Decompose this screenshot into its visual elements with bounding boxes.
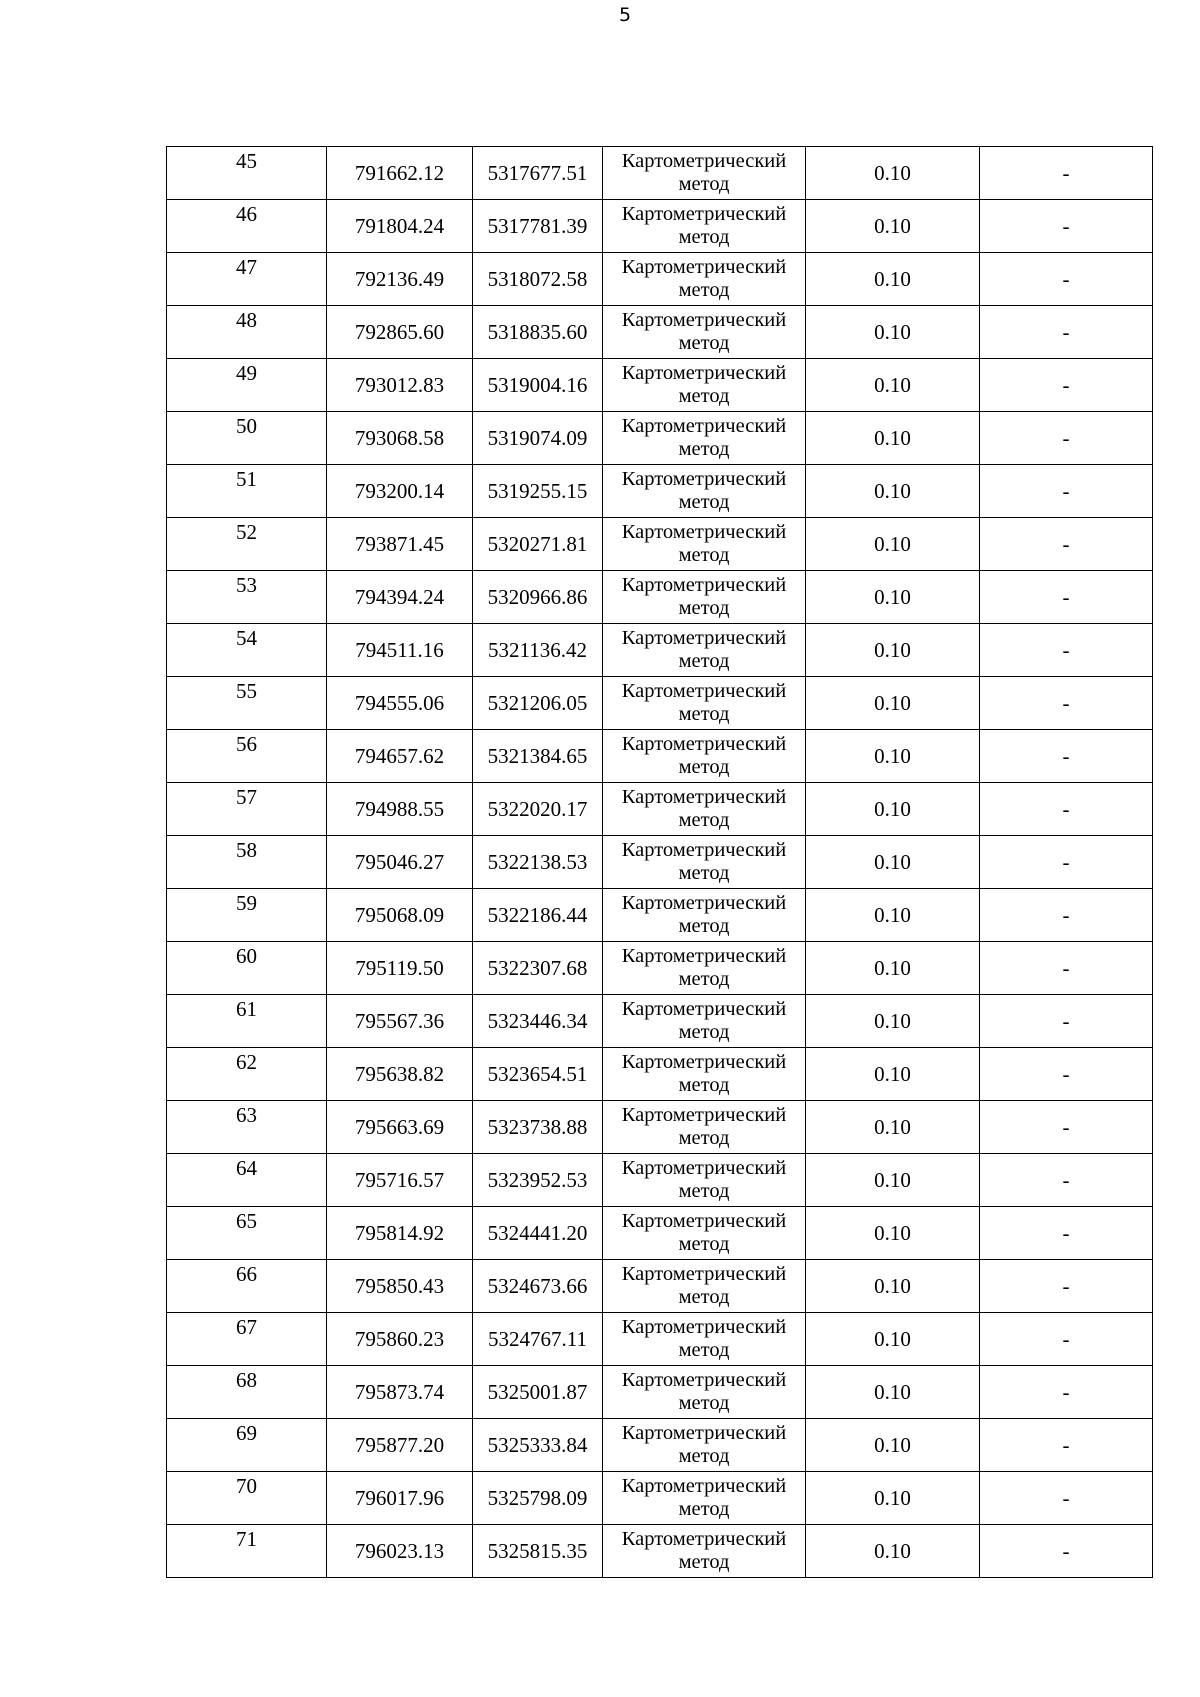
accuracy-cell: 0.10 (806, 359, 980, 412)
x-coordinate-cell: 791662.12 (327, 147, 473, 200)
table-row (167, 306, 1153, 359)
y-coordinate-cell: 5323446.34 (473, 995, 603, 1048)
method-line-2: метод (678, 756, 730, 778)
method-line-2: метод (678, 226, 730, 248)
table-row (167, 359, 1153, 412)
x-coordinate-cell: 793068.58 (327, 412, 473, 465)
point-number-cell: 50 (167, 412, 327, 465)
accuracy-cell: 0.10 (806, 1260, 980, 1313)
method-cell (603, 942, 806, 995)
note-cell: - (980, 1048, 1153, 1101)
note-cell: - (980, 306, 1153, 359)
note-cell: - (980, 730, 1153, 783)
y-coordinate-cell: 5323738.88 (473, 1101, 603, 1154)
method-cell (603, 200, 806, 253)
x-coordinate-cell: 793012.83 (327, 359, 473, 412)
y-coordinate-cell: 5322307.68 (473, 942, 603, 995)
method-line-2: метод (678, 650, 730, 672)
method-cell (603, 677, 806, 730)
table-row (167, 412, 1153, 465)
method-cell (603, 412, 806, 465)
method-line-1: Картометрический (621, 1528, 787, 1550)
table-row (167, 147, 1153, 200)
x-coordinate-cell: 794511.16 (327, 624, 473, 677)
accuracy-cell: 0.10 (806, 412, 980, 465)
method-line-2: метод (678, 597, 730, 619)
note-cell: - (980, 1366, 1153, 1419)
x-coordinate-cell: 795638.82 (327, 1048, 473, 1101)
method-line-1: Картометрический (621, 468, 787, 490)
method-line-2: метод (678, 1392, 730, 1414)
table-row (167, 1101, 1153, 1154)
y-coordinate-cell: 5321136.42 (473, 624, 603, 677)
method-line-2: метод (678, 968, 730, 990)
table-row (167, 465, 1153, 518)
note-cell: - (980, 889, 1153, 942)
method-line-1: Картометрический (621, 998, 787, 1020)
method-line-1: Картометрический (621, 680, 787, 702)
point-number-cell: 54 (167, 624, 327, 677)
method-line-1: Картометрический (621, 203, 787, 225)
note-cell: - (980, 1207, 1153, 1260)
method-line-2: метод (678, 915, 730, 937)
method-cell (603, 571, 806, 624)
accuracy-cell: 0.10 (806, 1048, 980, 1101)
method-cell (603, 783, 806, 836)
table-row (167, 995, 1153, 1048)
method-line-2: метод (678, 385, 730, 407)
accuracy-cell: 0.10 (806, 942, 980, 995)
table-row (167, 1207, 1153, 1260)
accuracy-cell: 0.10 (806, 253, 980, 306)
x-coordinate-cell: 794657.62 (327, 730, 473, 783)
x-coordinate-cell: 795046.27 (327, 836, 473, 889)
point-number-cell: 55 (167, 677, 327, 730)
method-line-2: метод (678, 1445, 730, 1467)
x-coordinate-cell: 795860.23 (327, 1313, 473, 1366)
method-line-1: Картометрический (621, 733, 787, 755)
point-number-cell: 51 (167, 465, 327, 518)
point-number-cell: 45 (167, 147, 327, 200)
y-coordinate-cell: 5325815.35 (473, 1525, 603, 1578)
accuracy-cell: 0.10 (806, 147, 980, 200)
accuracy-cell: 0.10 (806, 1525, 980, 1578)
table-row (167, 889, 1153, 942)
point-number-cell: 47 (167, 253, 327, 306)
note-cell: - (980, 253, 1153, 306)
point-number-cell: 61 (167, 995, 327, 1048)
method-cell (603, 1260, 806, 1313)
note-cell: - (980, 677, 1153, 730)
y-coordinate-cell: 5317677.51 (473, 147, 603, 200)
note-cell: - (980, 571, 1153, 624)
method-line-1: Картометрический (621, 1316, 787, 1338)
accuracy-cell: 0.10 (806, 306, 980, 359)
x-coordinate-cell: 794555.06 (327, 677, 473, 730)
method-cell (603, 1472, 806, 1525)
x-coordinate-cell: 794988.55 (327, 783, 473, 836)
method-line-2: метод (678, 279, 730, 301)
accuracy-cell: 0.10 (806, 836, 980, 889)
method-line-1: Картометрический (621, 362, 787, 384)
table-row (167, 1472, 1153, 1525)
method-line-1: Картометрический (621, 1104, 787, 1126)
accuracy-cell: 0.10 (806, 1154, 980, 1207)
x-coordinate-cell: 795716.57 (327, 1154, 473, 1207)
x-coordinate-cell: 794394.24 (327, 571, 473, 624)
coordinates-table-body (167, 147, 1153, 1578)
method-cell (603, 624, 806, 677)
x-coordinate-cell: 795068.09 (327, 889, 473, 942)
page-number: 5 (618, 4, 632, 26)
note-cell: - (980, 147, 1153, 200)
method-cell (603, 518, 806, 571)
table-row (167, 1525, 1153, 1578)
method-line-1: Картометрический (621, 627, 787, 649)
accuracy-cell: 0.10 (806, 1472, 980, 1525)
y-coordinate-cell: 5318072.58 (473, 253, 603, 306)
y-coordinate-cell: 5319255.15 (473, 465, 603, 518)
y-coordinate-cell: 5319004.16 (473, 359, 603, 412)
method-line-2: метод (678, 1233, 730, 1255)
table-row (167, 1419, 1153, 1472)
point-number-cell: 53 (167, 571, 327, 624)
point-number-cell: 63 (167, 1101, 327, 1154)
point-number-cell: 49 (167, 359, 327, 412)
note-cell: - (980, 836, 1153, 889)
y-coordinate-cell: 5322138.53 (473, 836, 603, 889)
x-coordinate-cell: 795877.20 (327, 1419, 473, 1472)
x-coordinate-cell: 795814.92 (327, 1207, 473, 1260)
method-line-2: метод (678, 491, 730, 513)
table-row (167, 1260, 1153, 1313)
y-coordinate-cell: 5325001.87 (473, 1366, 603, 1419)
method-cell (603, 1048, 806, 1101)
coordinates-table (166, 146, 1153, 1578)
point-number-cell: 46 (167, 200, 327, 253)
point-number-cell: 69 (167, 1419, 327, 1472)
x-coordinate-cell: 792865.60 (327, 306, 473, 359)
accuracy-cell: 0.10 (806, 624, 980, 677)
method-cell (603, 995, 806, 1048)
x-coordinate-cell: 795873.74 (327, 1366, 473, 1419)
method-cell (603, 1101, 806, 1154)
y-coordinate-cell: 5319074.09 (473, 412, 603, 465)
accuracy-cell: 0.10 (806, 571, 980, 624)
x-coordinate-cell: 793871.45 (327, 518, 473, 571)
y-coordinate-cell: 5325798.09 (473, 1472, 603, 1525)
point-number-cell: 71 (167, 1525, 327, 1578)
method-line-2: метод (678, 809, 730, 831)
point-number-cell: 62 (167, 1048, 327, 1101)
point-number-cell: 67 (167, 1313, 327, 1366)
table-row (167, 571, 1153, 624)
note-cell: - (980, 1154, 1153, 1207)
method-cell (603, 1366, 806, 1419)
method-line-2: метод (678, 1551, 730, 1573)
y-coordinate-cell: 5324767.11 (473, 1313, 603, 1366)
accuracy-cell: 0.10 (806, 889, 980, 942)
note-cell: - (980, 942, 1153, 995)
point-number-cell: 56 (167, 730, 327, 783)
point-number-cell: 64 (167, 1154, 327, 1207)
method-cell (603, 253, 806, 306)
accuracy-cell: 0.10 (806, 783, 980, 836)
method-line-1: Картометрический (621, 574, 787, 596)
method-line-1: Картометрический (621, 1422, 787, 1444)
method-line-1: Картометрический (621, 1051, 787, 1073)
note-cell: - (980, 783, 1153, 836)
accuracy-cell: 0.10 (806, 200, 980, 253)
method-line-1: Картометрический (621, 1157, 787, 1179)
method-line-1: Картометрический (621, 309, 787, 331)
method-line-1: Картометрический (621, 1475, 787, 1497)
point-number-cell: 65 (167, 1207, 327, 1260)
x-coordinate-cell: 795850.43 (327, 1260, 473, 1313)
note-cell: - (980, 200, 1153, 253)
note-cell: - (980, 1472, 1153, 1525)
note-cell: - (980, 518, 1153, 571)
y-coordinate-cell: 5324673.66 (473, 1260, 603, 1313)
method-line-2: метод (678, 1180, 730, 1202)
x-coordinate-cell: 796017.96 (327, 1472, 473, 1525)
method-line-2: метод (678, 1286, 730, 1308)
point-number-cell: 58 (167, 836, 327, 889)
method-cell (603, 1419, 806, 1472)
accuracy-cell: 0.10 (806, 1313, 980, 1366)
method-line-1: Картометрический (621, 1263, 787, 1285)
point-number-cell: 66 (167, 1260, 327, 1313)
y-coordinate-cell: 5323654.51 (473, 1048, 603, 1101)
method-line-2: метод (678, 1127, 730, 1149)
y-coordinate-cell: 5320966.86 (473, 571, 603, 624)
y-coordinate-cell: 5320271.81 (473, 518, 603, 571)
method-cell (603, 1154, 806, 1207)
y-coordinate-cell: 5321384.65 (473, 730, 603, 783)
accuracy-cell: 0.10 (806, 465, 980, 518)
note-cell: - (980, 412, 1153, 465)
y-coordinate-cell: 5322020.17 (473, 783, 603, 836)
point-number-cell: 68 (167, 1366, 327, 1419)
x-coordinate-cell: 791804.24 (327, 200, 473, 253)
note-cell: - (980, 1525, 1153, 1578)
method-cell (603, 1313, 806, 1366)
note-cell: - (980, 995, 1153, 1048)
method-line-1: Картометрический (621, 786, 787, 808)
table-row (167, 942, 1153, 995)
method-line-1: Картометрический (621, 150, 787, 172)
method-cell (603, 147, 806, 200)
table-row (167, 624, 1153, 677)
method-line-1: Картометрический (621, 256, 787, 278)
note-cell: - (980, 359, 1153, 412)
table-row (167, 1048, 1153, 1101)
method-line-2: метод (678, 862, 730, 884)
x-coordinate-cell: 796023.13 (327, 1525, 473, 1578)
point-number-cell: 70 (167, 1472, 327, 1525)
method-cell (603, 889, 806, 942)
y-coordinate-cell: 5325333.84 (473, 1419, 603, 1472)
method-line-1: Картометрический (621, 1369, 787, 1391)
accuracy-cell: 0.10 (806, 1101, 980, 1154)
accuracy-cell: 0.10 (806, 730, 980, 783)
note-cell: - (980, 1260, 1153, 1313)
table-row (167, 677, 1153, 730)
method-line-1: Картометрический (621, 839, 787, 861)
table-row (167, 1154, 1153, 1207)
accuracy-cell: 0.10 (806, 1366, 980, 1419)
method-line-2: метод (678, 173, 730, 195)
method-line-1: Картометрический (621, 945, 787, 967)
method-cell (603, 730, 806, 783)
x-coordinate-cell: 795663.69 (327, 1101, 473, 1154)
method-cell (603, 465, 806, 518)
method-line-2: метод (678, 1021, 730, 1043)
table-row (167, 518, 1153, 571)
accuracy-cell: 0.10 (806, 677, 980, 730)
method-line-2: метод (678, 1498, 730, 1520)
table-row (167, 1313, 1153, 1366)
table-row (167, 783, 1153, 836)
x-coordinate-cell: 793200.14 (327, 465, 473, 518)
method-cell (603, 1207, 806, 1260)
point-number-cell: 48 (167, 306, 327, 359)
accuracy-cell: 0.10 (806, 1207, 980, 1260)
method-cell (603, 1525, 806, 1578)
y-coordinate-cell: 5321206.05 (473, 677, 603, 730)
note-cell: - (980, 465, 1153, 518)
x-coordinate-cell: 795567.36 (327, 995, 473, 1048)
y-coordinate-cell: 5322186.44 (473, 889, 603, 942)
y-coordinate-cell: 5324441.20 (473, 1207, 603, 1260)
method-line-1: Картометрический (621, 521, 787, 543)
table-row (167, 200, 1153, 253)
note-cell: - (980, 1313, 1153, 1366)
method-line-2: метод (678, 544, 730, 566)
table-row (167, 836, 1153, 889)
x-coordinate-cell: 792136.49 (327, 253, 473, 306)
x-coordinate-cell: 795119.50 (327, 942, 473, 995)
method-cell (603, 359, 806, 412)
method-cell (603, 306, 806, 359)
point-number-cell: 60 (167, 942, 327, 995)
method-line-1: Картометрический (621, 892, 787, 914)
y-coordinate-cell: 5318835.60 (473, 306, 603, 359)
table-row (167, 730, 1153, 783)
table-row (167, 253, 1153, 306)
point-number-cell: 57 (167, 783, 327, 836)
method-line-1: Картометрический (621, 1210, 787, 1232)
method-line-2: метод (678, 1074, 730, 1096)
table-row (167, 1366, 1153, 1419)
method-line-2: метод (678, 1339, 730, 1361)
accuracy-cell: 0.10 (806, 518, 980, 571)
y-coordinate-cell: 5317781.39 (473, 200, 603, 253)
y-coordinate-cell: 5323952.53 (473, 1154, 603, 1207)
method-line-2: метод (678, 438, 730, 460)
note-cell: - (980, 1419, 1153, 1472)
note-cell: - (980, 1101, 1153, 1154)
method-line-1: Картометрический (621, 415, 787, 437)
method-line-2: метод (678, 332, 730, 354)
point-number-cell: 52 (167, 518, 327, 571)
point-number-cell: 59 (167, 889, 327, 942)
accuracy-cell: 0.10 (806, 1419, 980, 1472)
method-cell (603, 836, 806, 889)
accuracy-cell: 0.10 (806, 995, 980, 1048)
note-cell: - (980, 624, 1153, 677)
method-line-2: метод (678, 703, 730, 725)
